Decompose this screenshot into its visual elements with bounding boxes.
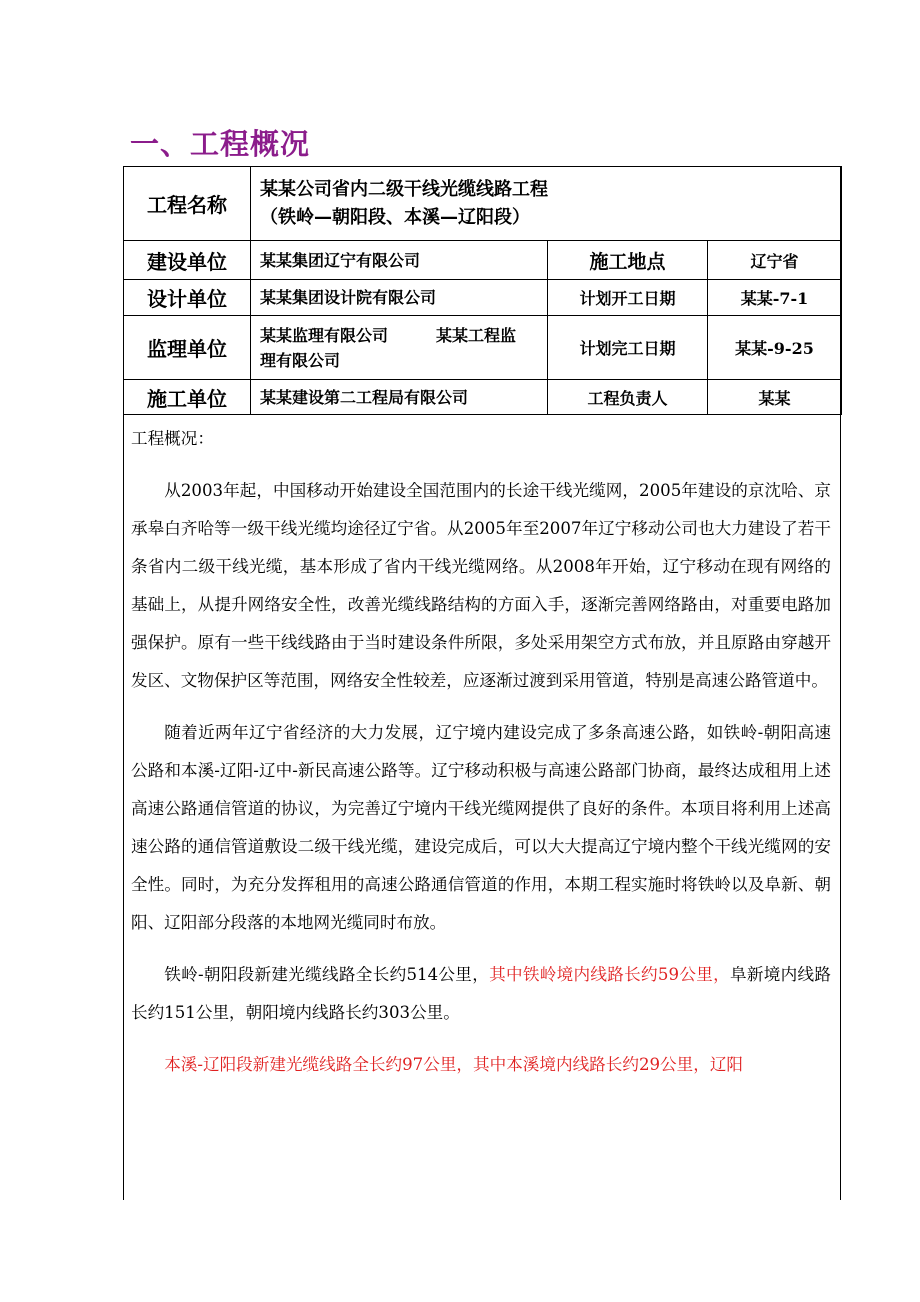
- contractor-label: 施工单位: [124, 380, 251, 415]
- supervisor-line1: 某某监理有限公司 某某工程监: [260, 325, 517, 345]
- project-name-label: 工程名称: [124, 167, 251, 241]
- contractor-value: 某某建设第二工程局有限公司: [251, 380, 548, 415]
- fuxin-chaoyang-text: 阜新境内线路长约151公里，朝阳境内线路长约303公里。: [131, 965, 831, 1022]
- start-date-label: 计划开工日期: [548, 280, 708, 316]
- start-date-value: 某某-7-1: [708, 280, 842, 316]
- overview-paragraph-3: [131, 956, 831, 1032]
- designer-value: 某某集团设计院有限公司: [251, 280, 548, 316]
- table-row: [124, 241, 842, 280]
- site-label: 施工地点: [548, 241, 708, 280]
- project-name-line1: 某某公司省内二级干线光缆线路工程: [260, 178, 548, 200]
- end-date-label: 计划完工日期: [548, 316, 708, 380]
- project-name-line2: （铁岭—朝阳段、本溪—辽阳段）: [260, 206, 530, 228]
- site-value: 辽宁省: [708, 241, 842, 280]
- table-row: [124, 316, 842, 380]
- project-info-table: [123, 166, 842, 415]
- project-name-value: [251, 167, 842, 241]
- builder-label: 建设单位: [124, 241, 251, 280]
- supervisor-label: 监理单位: [124, 316, 251, 380]
- end-date-value: 某某-9-25: [708, 316, 842, 380]
- tieling-highlight-text: 其中铁岭境内线路长约59公里，: [489, 965, 730, 984]
- table-row: [124, 280, 842, 316]
- table-row: [124, 380, 842, 415]
- manager-value: 某某: [708, 380, 842, 415]
- table-row: [124, 167, 842, 241]
- designer-label: 设计单位: [124, 280, 251, 316]
- supervisor-line2: 理有限公司: [260, 350, 341, 370]
- tieling-total-text: 铁岭-朝阳段新建光缆线路全长约514公里，: [164, 965, 490, 984]
- overview-paragraph-4: 本溪-辽阳段新建光缆线路全长约97公里，其中本溪境内线路长约29公里，辽阳: [164, 1055, 744, 1074]
- section-heading: 一、工程概况: [130, 127, 311, 161]
- overview-label: 工程概况：: [131, 429, 214, 448]
- overview-paragraph-2: 随着近两年辽宁省经济的大力发展，辽宁境内建设完成了多条高速公路，如铁岭-朝阳高速公路和本溪-辽阳-辽中-新民高速公路等。辽宁移动积极与高速公路部门协商，最终达成租用上述高速公路通信管道的协议，为完善辽宁境内干线光缆网提供了良好的条件。本项目将利用上述高速公路的通信管道敷设二级干线光缆，建设完成后，可以大大提高辽宁境内整个干线光缆网的安全性。同时，为充分发挥租用的高速公路通信管道的作用，本期工程实施时将铁岭以及阜新、朝阳、辽阳部分段落的本地网光缆同时布放。: [131, 723, 831, 932]
- overview-body: [131, 426, 831, 1098]
- supervisor-value: [251, 316, 548, 380]
- builder-value: 某某集团辽宁有限公司: [251, 241, 548, 280]
- manager-label: 工程负责人: [548, 380, 708, 415]
- overview-paragraph-1: 从2003年起，中国移动开始建设全国范围内的长途干线光缆网，2005年建设的京沈哈、京承皋白齐哈等一级干线光缆均途径辽宁省。从2005年至2007年辽宁移动公司也大力建设了若干条省内二级干线光缆，基本形成了省内干线光缆网络。从2008年开始，辽宁移动在现有网络的基础上，从提升网络安全性，改善光缆线路结构的方面入手，逐渐完善网络路由，对重要电路加强保护。原有一些干线线路由于当时建设条件所限，多处采用架空方式布放，并且原路由穿越开发区、文物保护区等范围，网络安全性较差，应逐渐过渡到采用管道，特别是高速公路管道中。: [131, 481, 831, 690]
